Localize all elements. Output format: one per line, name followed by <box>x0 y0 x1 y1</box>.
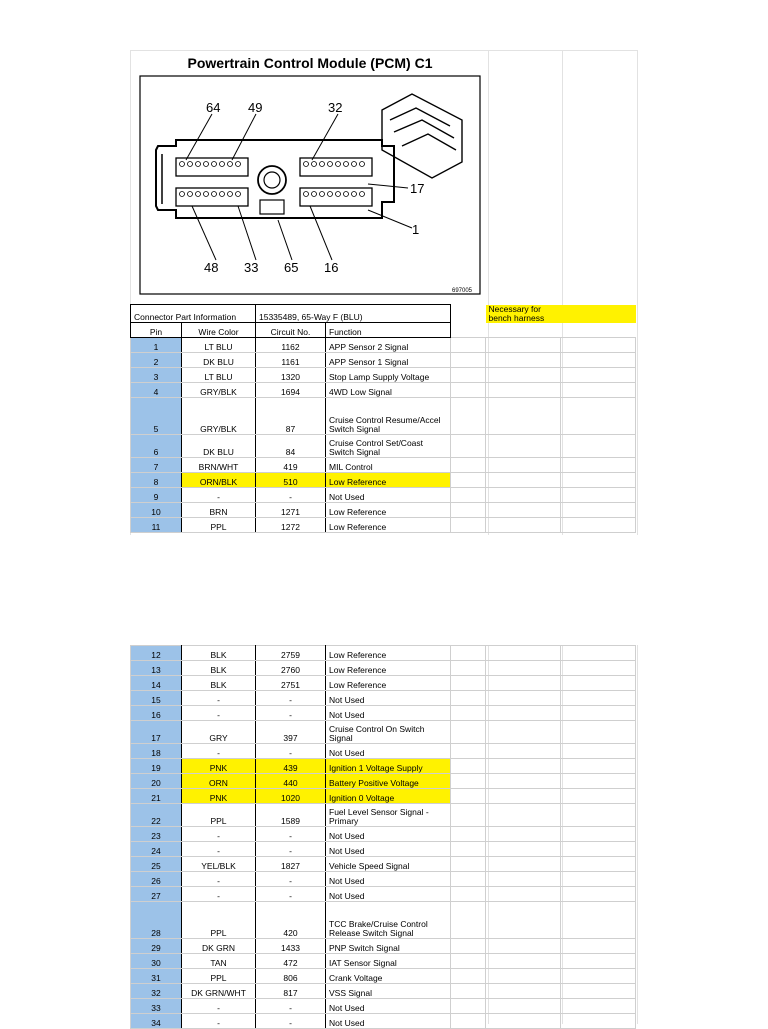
connector-info-label: Connector Part Information <box>131 305 256 323</box>
empty-cell <box>561 939 636 954</box>
header-circuit: Circuit No. <box>256 323 326 338</box>
circuit-cell: 419 <box>256 458 326 473</box>
wire-color-cell: BLK <box>182 646 256 661</box>
table-row <box>131 872 636 887</box>
wire-color-cell: PNK <box>182 789 256 804</box>
pin-label-48: 48 <box>204 260 219 275</box>
wire-color-cell: - <box>182 887 256 902</box>
circuit-cell: - <box>256 1014 326 1029</box>
pin-table-top <box>130 304 636 533</box>
diagram-title: Powertrain Control Module (PCM) C1 <box>187 55 433 71</box>
empty-cell <box>451 804 486 827</box>
empty-cell <box>486 999 561 1014</box>
empty-cell <box>561 661 636 676</box>
empty-cell <box>486 383 561 398</box>
function-cell: Not Used <box>326 1014 451 1029</box>
table-row <box>131 518 636 533</box>
wire-color-cell: - <box>182 999 256 1014</box>
empty-cell <box>451 458 486 473</box>
pin-cell: 28 <box>131 902 182 939</box>
pin-cell: 17 <box>131 721 182 744</box>
circuit-cell: 397 <box>256 721 326 744</box>
table-row <box>131 827 636 842</box>
wire-color-cell: PPL <box>182 518 256 533</box>
pin-label-64: 64 <box>206 100 221 115</box>
connector-diagram <box>132 50 488 298</box>
pin-cell: 25 <box>131 857 182 872</box>
circuit-cell: - <box>256 744 326 759</box>
table-row <box>131 857 636 872</box>
empty-cell <box>561 368 636 383</box>
empty-cell <box>451 353 486 368</box>
circuit-cell: - <box>256 691 326 706</box>
function-cell: Not Used <box>326 872 451 887</box>
pin-table-bottom <box>130 645 636 1029</box>
table-row <box>131 969 636 984</box>
pin-cell: 1 <box>131 338 182 353</box>
pin-cell: 2 <box>131 353 182 368</box>
wire-color-cell: DK GRN/WHT <box>182 984 256 999</box>
empty-cell <box>451 488 486 503</box>
wire-color-cell: GRY/BLK <box>182 398 256 435</box>
empty-cell <box>451 518 486 533</box>
pin-cell: 15 <box>131 691 182 706</box>
function-cell: Cruise Control Resume/Accel Switch Signal <box>326 398 451 435</box>
empty-cell <box>451 1014 486 1029</box>
empty-cell <box>486 902 561 939</box>
function-cell: Low Reference <box>326 646 451 661</box>
pin-cell: 13 <box>131 661 182 676</box>
wire-color-cell: - <box>182 827 256 842</box>
table-row <box>131 954 636 969</box>
wire-color-cell: YEL/BLK <box>182 857 256 872</box>
empty-cell <box>451 383 486 398</box>
pin-cell: 33 <box>131 999 182 1014</box>
pin-cell: 31 <box>131 969 182 984</box>
connector-info-value: 15335489, 65-Way F (BLU) <box>256 305 451 323</box>
empty-cell <box>451 954 486 969</box>
empty-cell <box>486 503 561 518</box>
function-cell: Low Reference <box>326 503 451 518</box>
empty-cell <box>561 503 636 518</box>
function-cell: Not Used <box>326 887 451 902</box>
table-header <box>131 323 636 338</box>
wire-color-cell: BLK <box>182 676 256 691</box>
empty-cell <box>561 902 636 939</box>
pin-cell: 24 <box>131 842 182 857</box>
empty-cell <box>561 984 636 999</box>
circuit-cell: 1020 <box>256 789 326 804</box>
wire-color-cell: - <box>182 842 256 857</box>
header-function: Function <box>326 323 451 338</box>
empty-cell <box>451 984 486 999</box>
top-rows <box>131 338 636 533</box>
function-cell: Not Used <box>326 691 451 706</box>
function-cell: Vehicle Speed Signal <box>326 857 451 872</box>
pin-cell: 16 <box>131 706 182 721</box>
function-cell: 4WD Low Signal <box>326 383 451 398</box>
pin-label-33: 33 <box>244 260 259 275</box>
empty-cell <box>486 338 561 353</box>
circuit-cell: 472 <box>256 954 326 969</box>
pin-cell: 3 <box>131 368 182 383</box>
pin-label-17: 17 <box>410 181 425 196</box>
wire-color-cell: PPL <box>182 902 256 939</box>
wire-color-cell: - <box>182 706 256 721</box>
function-cell: Not Used <box>326 744 451 759</box>
empty-cell <box>486 721 561 744</box>
table-row <box>131 902 636 939</box>
empty-cell <box>486 473 561 488</box>
table-row <box>131 759 636 774</box>
table-row <box>131 939 636 954</box>
empty-cell <box>486 458 561 473</box>
wire-color-cell: LT BLU <box>182 368 256 383</box>
pin-label-1: 1 <box>412 222 420 237</box>
table-row <box>131 661 636 676</box>
circuit-cell: 439 <box>256 759 326 774</box>
table-row <box>131 383 636 398</box>
empty-cell <box>561 887 636 902</box>
pin-cell: 6 <box>131 435 182 458</box>
pin-cell: 4 <box>131 383 182 398</box>
empty-cell <box>486 789 561 804</box>
wire-color-cell: - <box>182 744 256 759</box>
function-cell: Ignition 0 Voltage <box>326 789 451 804</box>
empty-cell <box>561 1014 636 1029</box>
circuit-cell: - <box>256 706 326 721</box>
wire-color-cell: LT BLU <box>182 338 256 353</box>
function-cell: Cruise Control On Switch Signal <box>326 721 451 744</box>
circuit-cell: - <box>256 887 326 902</box>
empty-cell <box>561 473 636 488</box>
function-cell: PNP Switch Signal <box>326 939 451 954</box>
empty-cell <box>486 887 561 902</box>
function-cell: Battery Positive Voltage <box>326 774 451 789</box>
pin-cell: 27 <box>131 887 182 902</box>
wire-color-cell: BLK <box>182 661 256 676</box>
empty-cell <box>451 721 486 744</box>
pin-cell: 29 <box>131 939 182 954</box>
circuit-cell: 1694 <box>256 383 326 398</box>
table-row <box>131 804 636 827</box>
header-wire-color: Wire Color <box>182 323 256 338</box>
empty-cell <box>451 872 486 887</box>
empty-cell <box>451 789 486 804</box>
circuit-cell: 1433 <box>256 939 326 954</box>
table-row <box>131 473 636 488</box>
empty-cell <box>486 676 561 691</box>
pin-cell: 30 <box>131 954 182 969</box>
empty-cell <box>486 435 561 458</box>
empty-cell <box>561 353 636 368</box>
table-row <box>131 842 636 857</box>
circuit-cell: 817 <box>256 984 326 999</box>
table-row <box>131 789 636 804</box>
circuit-cell: 87 <box>256 398 326 435</box>
wire-color-cell: BRN/WHT <box>182 458 256 473</box>
pin-cell: 9 <box>131 488 182 503</box>
circuit-cell: - <box>256 842 326 857</box>
pin-cell: 12 <box>131 646 182 661</box>
bottom-rows <box>131 646 636 1029</box>
empty-cell <box>486 804 561 827</box>
table-row <box>131 646 636 661</box>
empty-cell <box>451 706 486 721</box>
empty-cell <box>561 398 636 435</box>
function-cell: MIL Control <box>326 458 451 473</box>
wire-color-cell: GRY <box>182 721 256 744</box>
circuit-cell: 2760 <box>256 661 326 676</box>
empty-cell <box>451 398 486 435</box>
empty-cell <box>486 759 561 774</box>
empty-cell <box>451 857 486 872</box>
function-cell: Fuel Level Sensor Signal - Primary <box>326 804 451 827</box>
wire-color-cell: PPL <box>182 969 256 984</box>
pin-label-49: 49 <box>248 100 263 115</box>
wire-color-cell: GRY/BLK <box>182 383 256 398</box>
function-cell: Not Used <box>326 999 451 1014</box>
empty-cell <box>451 646 486 661</box>
empty-cell <box>561 721 636 744</box>
circuit-cell: - <box>256 872 326 887</box>
table-row <box>131 887 636 902</box>
empty-cell <box>486 872 561 887</box>
wire-color-cell: PPL <box>182 804 256 827</box>
empty-cell <box>486 398 561 435</box>
empty-cell <box>486 939 561 954</box>
table-row <box>131 999 636 1014</box>
table-row <box>131 398 636 435</box>
table-row <box>131 744 636 759</box>
empty-cell <box>451 902 486 939</box>
empty-cell <box>561 804 636 827</box>
empty-cell <box>561 488 636 503</box>
wire-color-cell: ORN <box>182 774 256 789</box>
wire-color-cell: - <box>182 872 256 887</box>
empty-cell <box>561 691 636 706</box>
empty-cell <box>486 969 561 984</box>
function-cell: Low Reference <box>326 676 451 691</box>
empty-cell <box>561 383 636 398</box>
empty-cell <box>451 691 486 706</box>
circuit-cell: - <box>256 488 326 503</box>
empty-cell <box>561 646 636 661</box>
empty-cell <box>561 458 636 473</box>
empty-cell <box>561 676 636 691</box>
empty-cell <box>486 706 561 721</box>
pin-cell: 32 <box>131 984 182 999</box>
empty-cell <box>486 744 561 759</box>
table-row <box>131 706 636 721</box>
circuit-cell: 1271 <box>256 503 326 518</box>
wire-color-cell: PNK <box>182 759 256 774</box>
empty-cell <box>451 774 486 789</box>
circuit-cell: 84 <box>256 435 326 458</box>
pin-cell: 26 <box>131 872 182 887</box>
function-cell: Crank Voltage <box>326 969 451 984</box>
empty-cell <box>486 984 561 999</box>
table-row <box>131 353 636 368</box>
empty-cell <box>451 887 486 902</box>
empty-cell <box>451 503 486 518</box>
pin-cell: 11 <box>131 518 182 533</box>
empty-cell <box>451 473 486 488</box>
empty-cell <box>561 857 636 872</box>
empty-cell <box>486 518 561 533</box>
table-row <box>131 676 636 691</box>
empty-cell <box>486 661 561 676</box>
wire-color-cell: DK BLU <box>182 353 256 368</box>
empty-cell <box>451 759 486 774</box>
pin-cell: 23 <box>131 827 182 842</box>
pin-cell: 22 <box>131 804 182 827</box>
connector-info-row <box>131 305 636 323</box>
function-cell: Low Reference <box>326 661 451 676</box>
circuit-cell: 1162 <box>256 338 326 353</box>
table-row <box>131 691 636 706</box>
table-row <box>131 1014 636 1029</box>
empty-cell <box>486 368 561 383</box>
function-cell: IAT Sensor Signal <box>326 954 451 969</box>
function-cell: Stop Lamp Supply Voltage <box>326 368 451 383</box>
empty-cell <box>561 999 636 1014</box>
circuit-cell: 2751 <box>256 676 326 691</box>
table-row <box>131 368 636 383</box>
table-row <box>131 984 636 999</box>
empty-cell <box>451 939 486 954</box>
circuit-cell: 1589 <box>256 804 326 827</box>
empty-cell <box>561 969 636 984</box>
empty-cell <box>561 338 636 353</box>
empty-cell <box>486 774 561 789</box>
wire-color-cell: - <box>182 1014 256 1029</box>
empty-cell <box>451 338 486 353</box>
empty-cell <box>561 759 636 774</box>
function-cell: Not Used <box>326 827 451 842</box>
pin-cell: 5 <box>131 398 182 435</box>
circuit-cell: 1272 <box>256 518 326 533</box>
function-cell: Ignition 1 Voltage Supply <box>326 759 451 774</box>
wire-color-cell: DK GRN <box>182 939 256 954</box>
function-cell: APP Sensor 2 Signal <box>326 338 451 353</box>
empty-cell <box>561 872 636 887</box>
empty-cell <box>451 676 486 691</box>
wire-color-cell: DK BLU <box>182 435 256 458</box>
circuit-cell: 806 <box>256 969 326 984</box>
empty-cell <box>486 827 561 842</box>
circuit-cell: 420 <box>256 902 326 939</box>
empty-cell <box>561 827 636 842</box>
wire-color-cell: TAN <box>182 954 256 969</box>
pin-cell: 21 <box>131 789 182 804</box>
function-cell: Not Used <box>326 488 451 503</box>
figure-code: 697005 <box>452 288 473 294</box>
circuit-cell: 440 <box>256 774 326 789</box>
table-row <box>131 338 636 353</box>
empty-cell <box>451 435 486 458</box>
empty-cell <box>451 842 486 857</box>
empty-cell <box>486 857 561 872</box>
empty-cell <box>451 744 486 759</box>
circuit-cell: 1161 <box>256 353 326 368</box>
pin-cell: 7 <box>131 458 182 473</box>
pin-label-32: 32 <box>328 100 343 115</box>
empty-cell <box>561 744 636 759</box>
wire-color-cell: - <box>182 691 256 706</box>
function-cell: Low Reference <box>326 518 451 533</box>
empty-cell <box>561 789 636 804</box>
empty-cell <box>561 435 636 458</box>
empty-cell <box>486 954 561 969</box>
function-cell: Low Reference <box>326 473 451 488</box>
empty-cell <box>451 969 486 984</box>
pin-cell: 14 <box>131 676 182 691</box>
pin-label-65: 65 <box>284 260 299 275</box>
table-row <box>131 774 636 789</box>
wire-color-cell: - <box>182 488 256 503</box>
pin-label-16: 16 <box>324 260 339 275</box>
empty-cell <box>561 954 636 969</box>
pin-cell: 19 <box>131 759 182 774</box>
pin-cell: 10 <box>131 503 182 518</box>
function-cell: Not Used <box>326 706 451 721</box>
bench-harness-note: Necessary for bench harness <box>486 305 561 323</box>
circuit-cell: 2759 <box>256 646 326 661</box>
table-row <box>131 458 636 473</box>
table-row <box>131 435 636 458</box>
empty-cell <box>486 691 561 706</box>
circuit-cell: 1827 <box>256 857 326 872</box>
empty-cell <box>486 1014 561 1029</box>
empty-cell <box>486 842 561 857</box>
wire-color-cell: BRN <box>182 503 256 518</box>
empty-cell <box>561 774 636 789</box>
empty-cell <box>561 706 636 721</box>
function-cell: VSS Signal <box>326 984 451 999</box>
table-row <box>131 503 636 518</box>
empty-cell <box>451 368 486 383</box>
table-row <box>131 488 636 503</box>
empty-cell <box>561 518 636 533</box>
empty-cell <box>561 842 636 857</box>
function-cell: APP Sensor 1 Signal <box>326 353 451 368</box>
table-row <box>131 721 636 744</box>
function-cell: Not Used <box>326 842 451 857</box>
header-pin: Pin <box>131 323 182 338</box>
empty-cell <box>451 999 486 1014</box>
empty-cell <box>486 488 561 503</box>
wire-color-cell: ORN/BLK <box>182 473 256 488</box>
pin-cell: 34 <box>131 1014 182 1029</box>
function-cell: Cruise Control Set/Coast Switch Signal <box>326 435 451 458</box>
circuit-cell: - <box>256 827 326 842</box>
empty-cell <box>486 353 561 368</box>
empty-cell <box>451 827 486 842</box>
empty-cell <box>451 661 486 676</box>
pin-cell: 18 <box>131 744 182 759</box>
circuit-cell: 1320 <box>256 368 326 383</box>
empty-cell <box>486 646 561 661</box>
circuit-cell: 510 <box>256 473 326 488</box>
pin-cell: 8 <box>131 473 182 488</box>
pin-cell: 20 <box>131 774 182 789</box>
function-cell: TCC Brake/Cruise Control Release Switch Signal <box>326 902 451 939</box>
circuit-cell: - <box>256 999 326 1014</box>
